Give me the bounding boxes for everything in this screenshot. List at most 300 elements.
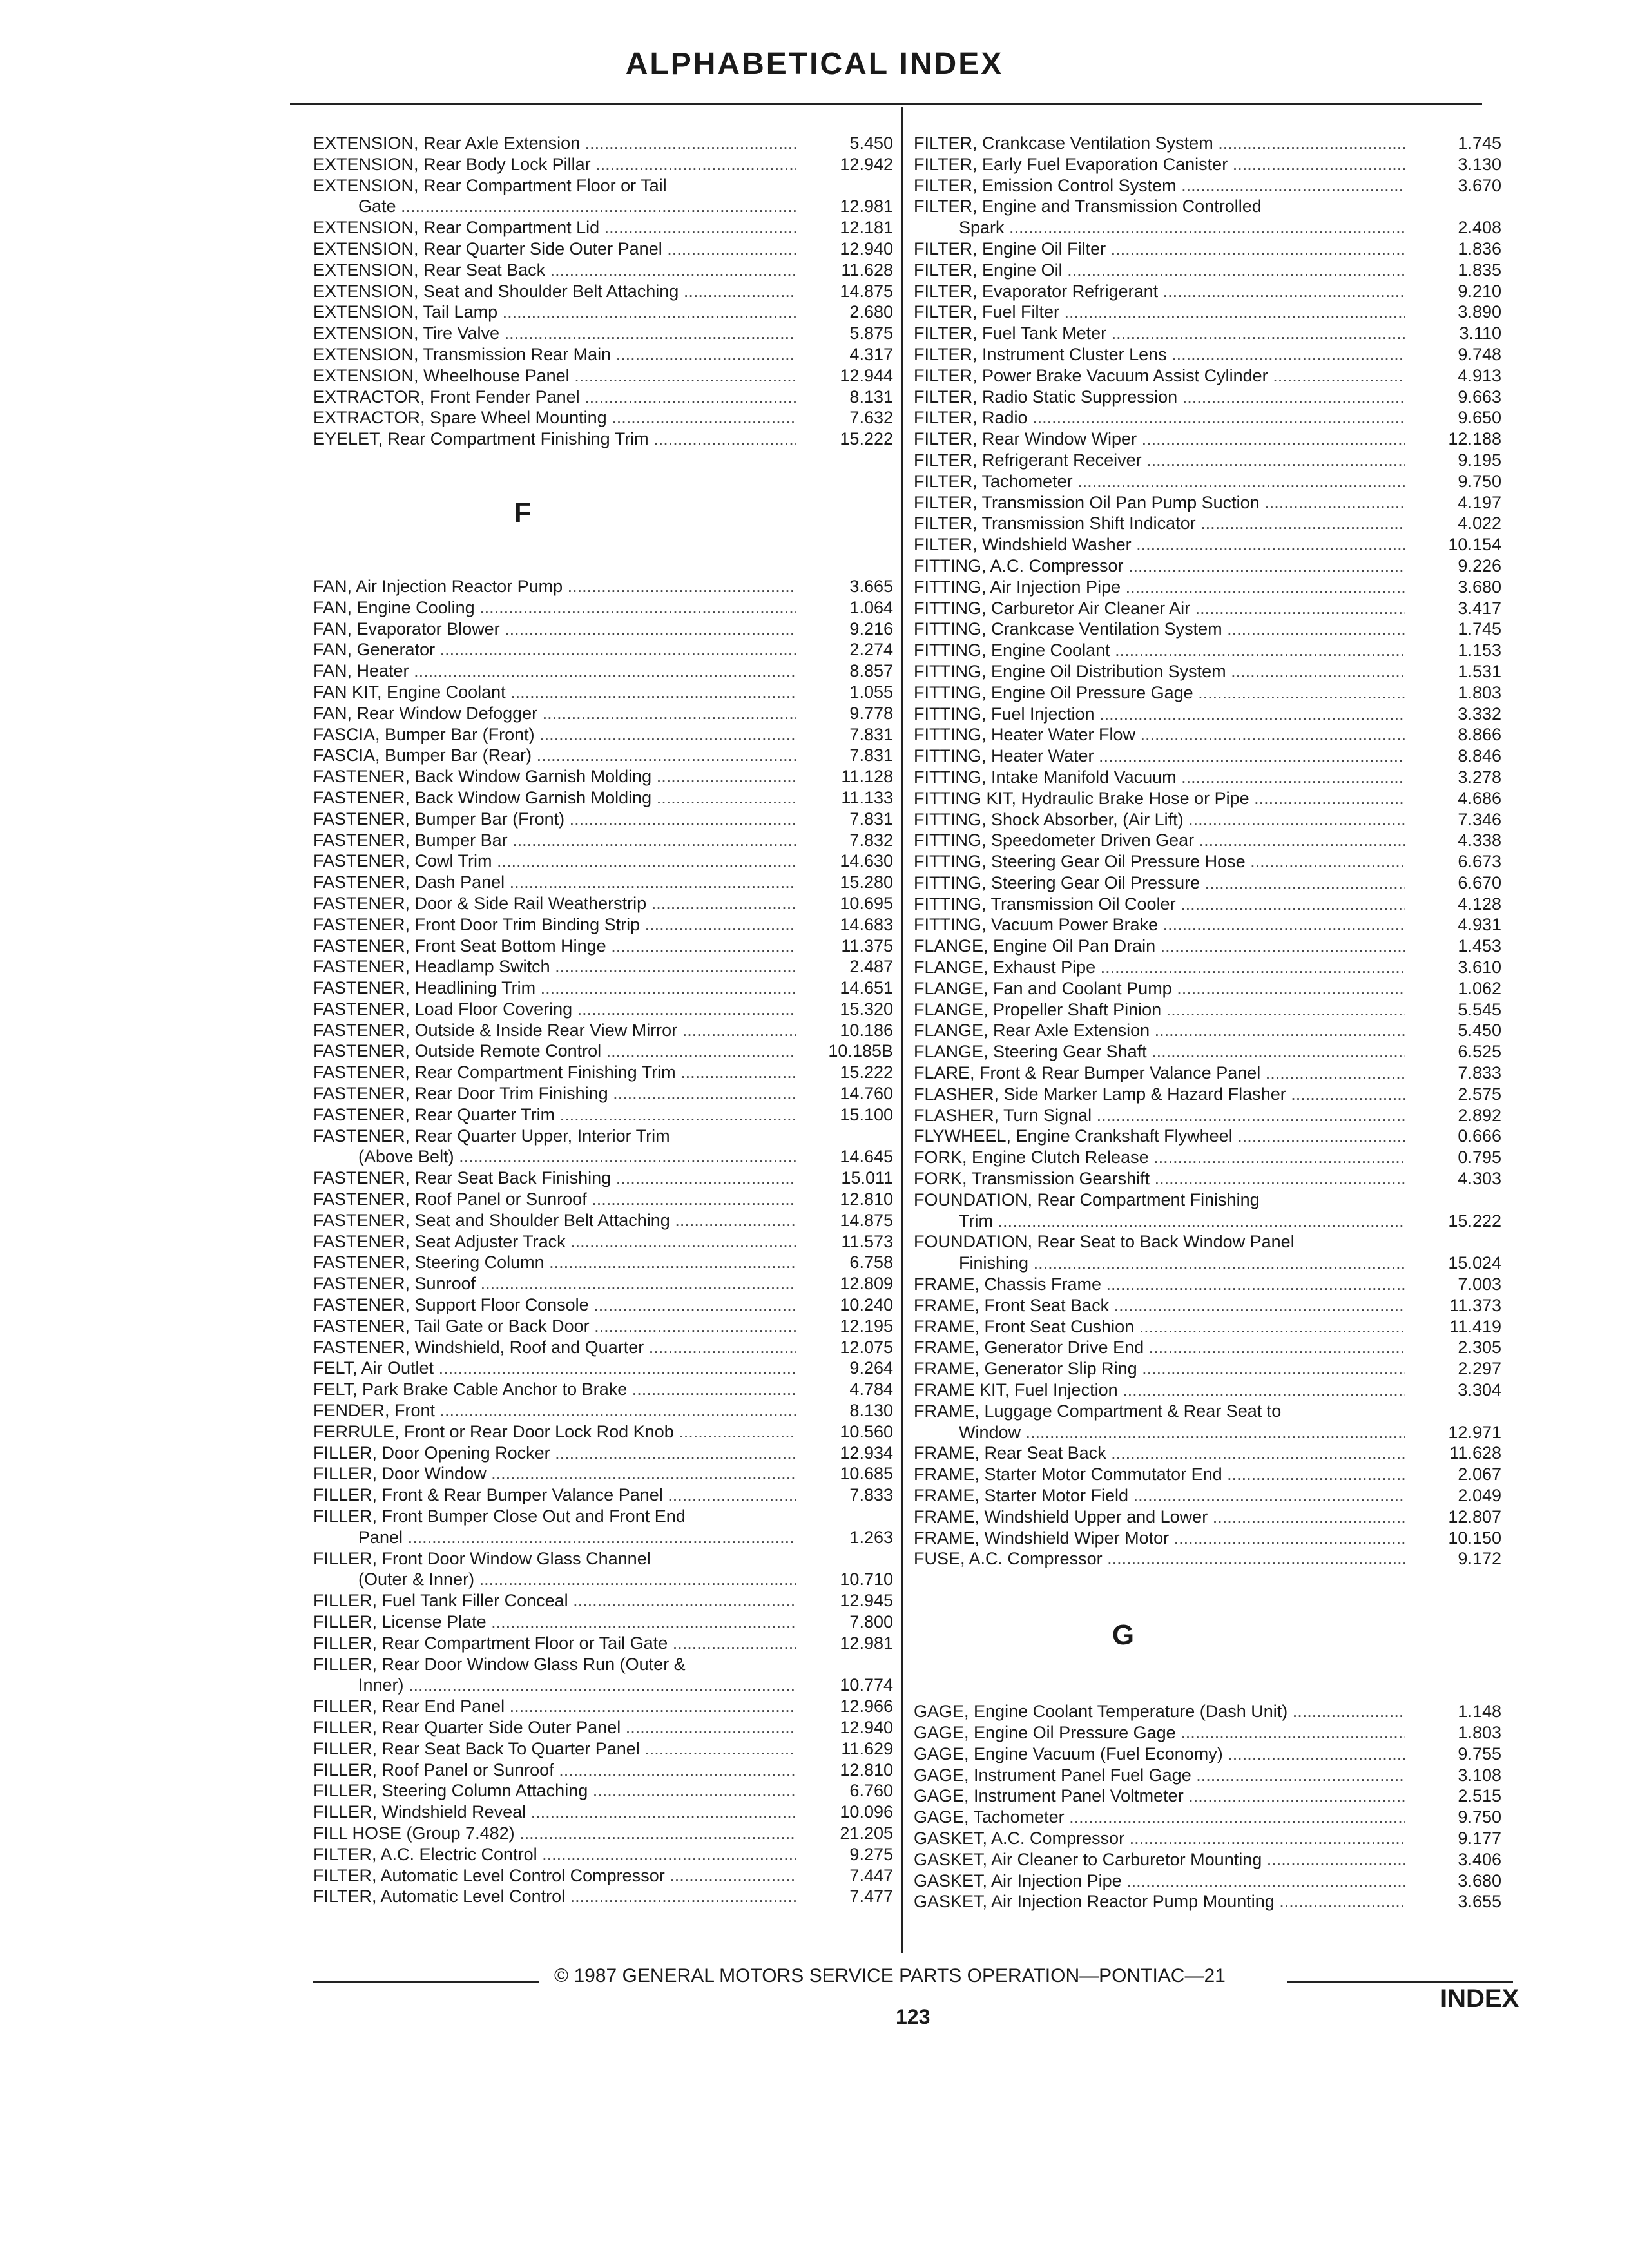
index-entry — [914, 894, 1501, 915]
index-entry — [914, 1891, 1501, 1912]
index-entry — [313, 1590, 893, 1611]
index-entry-page-ref: 5.545 — [1458, 999, 1501, 1019]
column-divider — [901, 107, 903, 1953]
index-entry-label: FRAME, Luggage Compartment & Rear Seat to — [914, 1401, 1282, 1421]
index-entry — [914, 1485, 1501, 1506]
index-entry-page-ref: 11.573 — [841, 1231, 893, 1251]
index-entry — [313, 1294, 893, 1316]
index-entry-label: FILTER, Fuel Tank Meter — [914, 323, 1107, 343]
index-entry-page-ref: 12.810 — [840, 1189, 893, 1209]
index-entry — [313, 1104, 893, 1126]
index-entry-label: FAN, Engine Cooling — [313, 597, 475, 617]
index-entry-label: FILLER, Rear End Panel — [313, 1696, 505, 1716]
index-entry-label: FASTENER, Rear Compartment Finishing Trim — [313, 1062, 676, 1082]
index-entry-label-continued: Panel — [358, 1527, 403, 1547]
index-entry — [313, 1717, 893, 1738]
index-entry-label: FILTER, Radio Static Suppression — [914, 387, 1178, 407]
index-entry — [914, 1701, 1501, 1722]
index-entry-label: FASTENER, Windshield, Roof and Quarter — [313, 1337, 644, 1357]
index-entry-label: FITTING, Steering Gear Oil Pressure — [914, 872, 1200, 892]
index-entry-page-ref: 10.150 — [1448, 1528, 1501, 1548]
index-entry-page-ref: 9.663 — [1458, 387, 1501, 407]
index-entry — [313, 1780, 893, 1802]
index-entry — [313, 1252, 893, 1273]
index-entry-label: EXTENSION, Transmission Rear Main — [313, 344, 612, 364]
index-entry — [914, 1126, 1501, 1147]
index-entry — [313, 830, 893, 851]
index-entry-page-ref: 15.280 — [840, 872, 893, 892]
index-entry — [914, 661, 1501, 682]
index-entry-page-ref: 7.831 — [849, 809, 893, 829]
index-entry-label: FAN, Rear Window Defogger — [313, 703, 538, 723]
index-entry-page-ref: 2.067 — [1458, 1465, 1501, 1485]
index-entry-page-ref: 6.525 — [1458, 1042, 1501, 1062]
index-entry — [914, 1443, 1501, 1464]
index-entry-label: FITTING, Fuel Injection — [914, 704, 1095, 724]
top-rule — [290, 103, 1482, 105]
index-entry-page-ref: 9.226 — [1458, 555, 1501, 575]
index-entry — [914, 1274, 1501, 1295]
index-entry-label: FLANGE, Exhaust Pipe — [914, 957, 1096, 977]
index-entry-label-continued: Trim — [959, 1211, 993, 1231]
index-entry — [313, 893, 893, 914]
index-entry — [313, 724, 893, 745]
index-entry-label: FASCIA, Bumper Bar (Rear) — [313, 745, 532, 765]
index-entry-page-ref: 4.686 — [1458, 788, 1501, 808]
index-entry — [914, 513, 1501, 534]
index-entry-page-ref: 11.419 — [1449, 1316, 1501, 1336]
index-entry-page-ref: 11.128 — [841, 767, 893, 787]
index-entry — [914, 471, 1501, 492]
index-entry-label: EXTENSION, Tail Lamp — [313, 302, 498, 322]
index-entry — [914, 154, 1501, 175]
index-entry-page-ref: 15.100 — [840, 1104, 893, 1124]
index-entry-label: FRAME, Front Seat Cushion — [914, 1316, 1135, 1336]
index-entry-label: FASTENER, Load Floor Covering — [313, 999, 573, 1019]
index-entry-label: FERRULE, Front or Rear Door Lock Rod Knob — [313, 1421, 674, 1441]
index-entry-page-ref: 7.003 — [1458, 1274, 1501, 1294]
index-entry-label-continued: (Above Belt) — [358, 1147, 454, 1167]
index-entry-page-ref: 1.263 — [849, 1527, 893, 1547]
index-entry-page-ref: 3.670 — [1458, 175, 1501, 195]
index-entry-page-ref: 12.966 — [840, 1696, 893, 1716]
index-entry-page-ref: 12.944 — [840, 365, 893, 385]
index-entry-label: GAGE, Instrument Panel Voltmeter — [914, 1786, 1184, 1806]
index-entry — [313, 639, 893, 660]
index-entry-page-ref: 8.131 — [849, 387, 893, 407]
index-entry-page-ref: 21.205 — [840, 1823, 893, 1843]
index-entry — [313, 1126, 893, 1168]
index-entry-page-ref: 12.981 — [840, 197, 893, 216]
index-entry — [914, 1041, 1501, 1062]
index-entry-label: FRAME, Windshield Upper and Lower — [914, 1506, 1208, 1526]
index-entry-label: FASTENER, Rear Seat Back Finishing — [313, 1168, 612, 1188]
index-entry-page-ref: 0.666 — [1458, 1126, 1501, 1146]
index-entry-page-ref: 6.758 — [849, 1253, 893, 1273]
index-entry-label: FLANGE, Propeller Shaft Pinion — [914, 999, 1162, 1019]
index-entry-label: FORK, Transmission Gearshift — [914, 1169, 1150, 1189]
index-entry-label: FASTENER, Seat and Shoulder Belt Attaching — [313, 1210, 670, 1230]
index-entry — [914, 978, 1501, 999]
index-entry-label: FILTER, Engine Oil — [914, 260, 1063, 280]
index-entry-page-ref: 7.447 — [849, 1865, 893, 1885]
index-entry-page-ref: 3.680 — [1458, 577, 1501, 597]
index-entry-label: FITTING, Carburetor Air Cleaner Air — [914, 598, 1191, 618]
index-entry-page-ref: 5.875 — [849, 323, 893, 343]
index-entry-label: FLARE, Front & Rear Bumper Valance Panel — [914, 1063, 1261, 1083]
index-entry — [313, 133, 893, 154]
index-entry-page-ref: 15.222 — [840, 429, 893, 449]
index-entry — [914, 767, 1501, 788]
index-entry-label: FILTER, Fuel Filter — [914, 302, 1060, 322]
index-entry-label: GAGE, Engine Vacuum (Fuel Economy) — [914, 1744, 1223, 1763]
index-entry — [914, 809, 1501, 831]
index-entry-page-ref: 9.755 — [1458, 1744, 1501, 1763]
index-entry-label: FILTER, Engine Oil Filter — [914, 238, 1106, 258]
index-entry — [914, 260, 1501, 281]
index-entry — [914, 1722, 1501, 1744]
index-entry-page-ref: 11.628 — [841, 260, 893, 280]
index-entry-page-ref: 12.810 — [840, 1760, 893, 1780]
index-entry-page-ref: 4.128 — [1458, 894, 1501, 914]
index-entry — [914, 914, 1501, 936]
index-entry — [914, 936, 1501, 957]
index-entry-label: GASKET, Air Cleaner to Carburetor Mounting — [914, 1849, 1262, 1869]
index-entry-label: GASKET, A.C. Compressor — [914, 1828, 1125, 1848]
index-entry — [313, 576, 893, 597]
index-entry-label: FOUNDATION, Rear Compartment Finishing — [914, 1189, 1260, 1209]
index-entry-page-ref: 5.450 — [1458, 1021, 1501, 1041]
index-entry-label: FILTER, Transmission Shift Indicator — [914, 514, 1196, 533]
index-entry — [914, 682, 1501, 704]
index-entry-label: FLANGE, Engine Oil Pan Drain — [914, 936, 1156, 956]
index-entry-page-ref: 2.408 — [1458, 218, 1501, 238]
index-entry — [914, 830, 1501, 851]
index-entry-label: GASKET, Air Injection Reactor Pump Mounting — [914, 1892, 1275, 1912]
index-entry-label: FASTENER, Steering Column — [313, 1253, 545, 1273]
index-entry — [914, 1295, 1501, 1316]
footer-rule-left — [313, 1981, 539, 1983]
index-entry — [914, 1062, 1501, 1084]
index-entry-label: FITTING, Vacuum Power Brake — [914, 915, 1159, 935]
index-entry-page-ref: 12.075 — [840, 1337, 893, 1357]
index-entry-page-ref: 1.055 — [849, 682, 893, 702]
index-entry — [313, 1823, 893, 1844]
index-entry-page-ref: 7.477 — [849, 1887, 893, 1907]
index-entry-page-ref: 10.774 — [840, 1675, 893, 1695]
index-entry-page-ref: 11.373 — [1449, 1295, 1501, 1315]
index-entry — [914, 745, 1501, 767]
index-entry — [313, 1210, 893, 1231]
index-entry — [914, 999, 1501, 1021]
index-entry-page-ref: 3.304 — [1458, 1380, 1501, 1400]
index-entry-label: FILTER, Radio — [914, 408, 1028, 428]
index-entry-label: FASTENER, Front Door Trim Binding Strip — [313, 914, 641, 934]
index-entry-page-ref: 1.531 — [1458, 661, 1501, 681]
index-entry-page-ref: 7.800 — [849, 1612, 893, 1631]
index-entry-page-ref: 12.188 — [1448, 429, 1501, 449]
index-entry-page-ref: 2.892 — [1458, 1105, 1501, 1125]
index-entry-label: FITTING, Air Injection Pipe — [914, 577, 1121, 597]
index-entry — [914, 302, 1501, 323]
index-entry-label-continued: Finishing — [959, 1253, 1029, 1273]
index-entry-page-ref: 1.745 — [1458, 133, 1501, 153]
index-entry-label: FILTER, Refrigerant Receiver — [914, 450, 1142, 470]
index-entry-label: FILLER, Door Opening Rocker — [313, 1443, 550, 1463]
index-entry — [914, 1464, 1501, 1485]
index-entry-label-continued: (Outer & Inner) — [358, 1570, 475, 1590]
index-entry-label: FRAME, Windshield Wiper Motor — [914, 1528, 1170, 1548]
index-entry — [313, 872, 893, 893]
index-entry-page-ref: 4.931 — [1458, 915, 1501, 935]
index-entry-label: FASTENER, Roof Panel or Sunroof — [313, 1189, 587, 1209]
index-entry-page-ref: 4.338 — [1458, 831, 1501, 850]
index-entry-label: FASTENER, Rear Quarter Trim — [313, 1104, 555, 1124]
index-entry-page-ref: 1.064 — [849, 597, 893, 617]
index-entry-label: FILLER, Rear Compartment Floor or Tail Gate — [313, 1633, 668, 1653]
index-entry-label: EXTENSION, Rear Compartment Floor or Tail — [313, 175, 667, 195]
index-entry-page-ref: 2.305 — [1458, 1338, 1501, 1358]
index-entry-page-ref: 9.177 — [1458, 1828, 1501, 1848]
index-entry-page-ref: 4.913 — [1458, 365, 1501, 385]
index-entry — [914, 1105, 1501, 1126]
index-entry-page-ref: 14.683 — [840, 914, 893, 934]
index-entry-page-ref: 7.833 — [849, 1485, 893, 1505]
index-entry — [914, 704, 1501, 725]
index-entry-label: FILTER, Tachometer — [914, 471, 1073, 491]
index-entry-label: EXTENSION, Wheelhouse Panel — [313, 365, 570, 385]
index-entry — [914, 1316, 1501, 1338]
index-entry-label: FRAME, Chassis Frame — [914, 1274, 1102, 1294]
index-entry-label: EXTENSION, Rear Seat Back — [313, 260, 546, 280]
index-entry-page-ref: 9.778 — [849, 703, 893, 723]
index-entry-label: FASTENER, Rear Door Trim Finishing — [313, 1084, 608, 1104]
index-entry — [313, 1316, 893, 1337]
index-entry — [914, 1528, 1501, 1549]
index-entry-page-ref: 14.630 — [840, 851, 893, 871]
index-entry-label: FELT, Park Brake Cable Anchor to Brake — [313, 1379, 628, 1399]
index-entry — [914, 344, 1501, 365]
index-entry-page-ref: 3.406 — [1458, 1849, 1501, 1869]
index-entry-label: FILTER, Instrument Cluster Lens — [914, 344, 1167, 364]
index-entry — [313, 154, 893, 175]
index-entry-page-ref: 3.108 — [1458, 1765, 1501, 1785]
index-list-e — [313, 133, 893, 450]
index-entry — [313, 1231, 893, 1253]
index-entry-page-ref: 9.210 — [1458, 281, 1501, 301]
index-entry-label: FITTING, Engine Coolant — [914, 640, 1110, 660]
index-entry — [914, 133, 1501, 154]
index-entry-label: FASTENER, Cowl Trim — [313, 851, 492, 871]
index-entry — [914, 1189, 1501, 1232]
index-entry — [914, 598, 1501, 619]
index-entry-label: FLASHER, Side Marker Lamp & Hazard Flasher — [914, 1084, 1286, 1104]
index-entry — [313, 745, 893, 766]
index-entry-page-ref: 8.846 — [1458, 746, 1501, 766]
index-entry — [313, 660, 893, 682]
index-entry-label: EXTENSION, Rear Axle Extension — [313, 133, 581, 153]
index-entry-label: FITTING, A.C. Compressor — [914, 555, 1124, 575]
index-entry-page-ref: 1.148 — [1458, 1702, 1501, 1722]
index-entry-page-ref: 1.062 — [1458, 978, 1501, 998]
index-entry-label: FOUNDATION, Rear Seat to Back Window Panel — [914, 1232, 1295, 1252]
index-entry — [313, 766, 893, 787]
index-entry-page-ref: 15.011 — [841, 1168, 893, 1188]
index-entry — [914, 281, 1501, 302]
index-entry-page-ref: 2.487 — [849, 957, 893, 977]
index-entry-label: FILTER, Power Brake Vacuum Assist Cylinder — [914, 365, 1268, 385]
index-entry-page-ref: 3.680 — [1458, 1870, 1501, 1890]
index-entry-page-ref: 12.971 — [1448, 1422, 1501, 1442]
index-entry — [914, 1785, 1501, 1807]
index-entry — [914, 534, 1501, 555]
index-entry-page-ref: 7.832 — [849, 830, 893, 850]
index-entry-page-ref: 8.866 — [1458, 725, 1501, 745]
index-entry-label: FASTENER, Outside Remote Control — [313, 1041, 602, 1061]
page-title: ALPHABETICAL INDEX — [625, 47, 1004, 81]
index-entry-page-ref: 3.332 — [1458, 704, 1501, 724]
index-entry-page-ref: 1.836 — [1458, 238, 1501, 258]
index-entry-page-ref: 3.417 — [1458, 598, 1501, 618]
index-entry-page-ref: 12.181 — [840, 218, 893, 238]
index-entry — [914, 450, 1501, 471]
index-entry-label: FRAME, Starter Motor Field — [914, 1486, 1129, 1505]
index-entry-page-ref: 7.831 — [849, 724, 893, 744]
index-entry — [313, 1020, 893, 1041]
index-entry-page-ref: 2.575 — [1458, 1084, 1501, 1104]
index-entry — [313, 914, 893, 936]
index-entry-label: FAN, Air Injection Reactor Pump — [313, 576, 563, 596]
index-entry — [313, 217, 893, 238]
index-entry-label: FENDER, Front — [313, 1401, 436, 1421]
index-entry — [313, 1485, 893, 1506]
index-entry-page-ref: 11.133 — [841, 787, 893, 807]
index-entry-label: FASCIA, Bumper Bar (Front) — [313, 724, 535, 744]
index-entry-label: FASTENER, Sunroof — [313, 1274, 476, 1294]
index-entry-page-ref: 9.195 — [1458, 450, 1501, 470]
index-entry-page-ref: 1.453 — [1458, 936, 1501, 956]
index-entry-label: FITTING, Crankcase Ventilation System — [914, 619, 1222, 639]
footer-rule-right — [1287, 1981, 1513, 1983]
index-entry — [313, 428, 893, 450]
index-entry — [313, 260, 893, 281]
index-entry-label: FASTENER, Support Floor Console — [313, 1295, 589, 1315]
index-entry — [313, 956, 893, 977]
index-entry-page-ref: 2.274 — [849, 640, 893, 660]
index-entry — [313, 1865, 893, 1887]
index-entry-label: FILTER, Early Fuel Evaporation Canister — [914, 154, 1228, 174]
index-entry-page-ref: 3.110 — [1459, 323, 1501, 343]
index-entry — [313, 936, 893, 957]
index-entry-page-ref: 9.750 — [1458, 471, 1501, 491]
index-entry-page-ref: 9.216 — [849, 619, 893, 639]
index-entry — [914, 1807, 1501, 1828]
index-entry-label: FAN, Generator — [313, 640, 436, 660]
index-entry — [914, 1147, 1501, 1168]
index-entry — [313, 1844, 893, 1865]
index-entry — [914, 1548, 1501, 1570]
index-entry — [914, 1870, 1501, 1892]
index-entry — [914, 1849, 1501, 1870]
index-entry — [313, 1168, 893, 1189]
index-entry-label: FILTER, Transmission Oil Pan Pump Suction — [914, 492, 1260, 512]
index-entry-page-ref: 12.809 — [840, 1274, 893, 1294]
index-entry-page-ref: 7.831 — [849, 745, 893, 765]
section-letter-g: G — [1112, 1619, 1135, 1651]
index-entry-page-ref: 14.645 — [840, 1147, 893, 1167]
index-entry-label: FILTER, A.C. Electric Control — [313, 1844, 537, 1864]
index-entry-label: GAGE, Tachometer — [914, 1807, 1065, 1827]
index-entry — [914, 577, 1501, 598]
index-entry — [313, 703, 893, 724]
index-entry-page-ref: 6.670 — [1458, 872, 1501, 892]
index-entry-label: FILTER, Windshield Washer — [914, 535, 1132, 555]
index-entry-page-ref: 12.940 — [840, 238, 893, 258]
index-entry-label: FILLER, Front Door Window Glass Channel — [313, 1548, 651, 1568]
section-label: INDEX — [1440, 1984, 1519, 2013]
footer-copyright: © 1987 GENERAL MOTORS SERVICE PARTS OPERATION—PONTIAC—21 — [554, 1965, 1226, 1986]
index-entry — [914, 365, 1501, 387]
index-entry-page-ref: 4.022 — [1458, 514, 1501, 533]
index-entry-page-ref: 9.264 — [849, 1358, 893, 1378]
index-entry-label: FILLER, Door Window — [313, 1464, 487, 1484]
index-entry-page-ref: 9.748 — [1458, 344, 1501, 364]
index-entry-label: FITTING, Speedometer Driven Gear — [914, 831, 1195, 850]
index-entry-page-ref: 12.195 — [840, 1316, 893, 1336]
index-list-g — [914, 1701, 1501, 1912]
index-entry-label: FUSE, A.C. Compressor — [914, 1549, 1103, 1569]
index-entry-label: FAN, Heater — [313, 661, 409, 681]
index-entry — [313, 1506, 893, 1548]
index-entry-label: FILLER, Rear Seat Back To Quarter Panel — [313, 1738, 640, 1758]
index-entry-label: FILTER, Emission Control System — [914, 175, 1177, 195]
index-entry — [313, 407, 893, 428]
index-entry-label: FITTING, Intake Manifold Vacuum — [914, 767, 1177, 787]
index-entry-label: FRAME, Starter Motor Commutator End — [914, 1465, 1222, 1485]
left-column — [313, 133, 893, 1907]
index-entry — [914, 788, 1501, 809]
index-entry-label: EXTRACTOR, Spare Wheel Mounting — [313, 408, 607, 428]
index-entry — [313, 977, 893, 999]
index-entry-page-ref: 10.240 — [840, 1295, 893, 1315]
index-entry-page-ref: 9.172 — [1458, 1549, 1501, 1569]
index-entry-label: FITTING, Steering Gear Oil Pressure Hose — [914, 852, 1246, 872]
index-entry — [313, 302, 893, 323]
index-entry — [313, 1400, 893, 1421]
index-entry-page-ref: 3.610 — [1458, 957, 1501, 977]
index-entry — [313, 323, 893, 344]
index-entry-page-ref: 2.049 — [1458, 1486, 1501, 1505]
index-entry-page-ref: 11.375 — [841, 936, 893, 956]
index-entry-page-ref: 11.629 — [841, 1738, 893, 1758]
index-entry-label: FILLER, Windshield Reveal — [313, 1802, 526, 1822]
index-entry-label: FILL HOSE (Group 7.482) — [313, 1823, 515, 1843]
index-entry-page-ref: 3.278 — [1458, 767, 1501, 787]
section-letter-f: F — [514, 496, 532, 528]
index-entry-label: FILTER, Rear Window Wiper — [914, 429, 1137, 449]
page-number: 123 — [896, 2005, 930, 2028]
index-entry-label: FASTENER, Bumper Bar — [313, 830, 508, 850]
index-entry — [914, 1358, 1501, 1379]
index-entry — [313, 619, 893, 640]
index-entry-page-ref: 15.222 — [840, 1062, 893, 1082]
index-entry-label: FILLER, Front & Rear Bumper Valance Panel — [313, 1485, 663, 1505]
index-entry-page-ref: 8.130 — [849, 1401, 893, 1421]
index-entry-label: FRAME, Rear Seat Back — [914, 1443, 1106, 1463]
index-entry — [313, 787, 893, 809]
index-entry — [914, 387, 1501, 408]
index-entry-label: FAN KIT, Engine Coolant — [313, 682, 506, 702]
